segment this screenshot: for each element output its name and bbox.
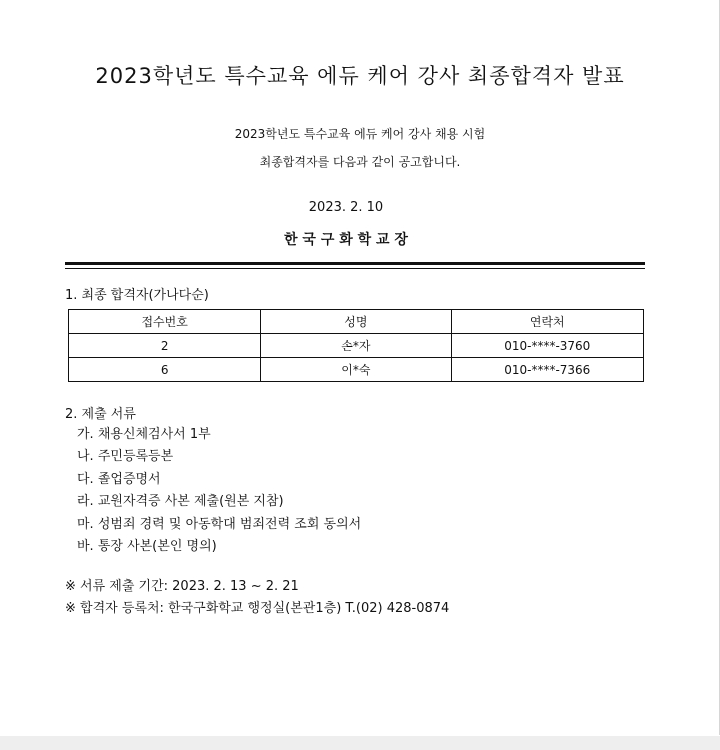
cell-contact: 010-****-7366 [451, 358, 643, 382]
column-header-contact: 연락처 [451, 310, 643, 334]
table-header-row [69, 310, 644, 334]
notes [65, 576, 449, 620]
note-registration-office: ※ 합격자 등록처: 한국구화학교 행정실(본관1층) T.(02) 428-0874 [65, 601, 450, 616]
table-row [69, 358, 644, 382]
cell-number: 2 [69, 334, 261, 358]
bottom-strip [0, 736, 720, 750]
table-row [69, 334, 644, 358]
list-item: 다. 졸업증명서 [77, 471, 161, 487]
list-item: 바. 통장 사본(본인 명의) [77, 539, 217, 555]
list-item: 라. 교원자격증 사본 제출(원본 지참) [77, 494, 284, 510]
section-1-heading: 1. 최종 합격자(가나다순) [65, 288, 209, 303]
results-table [68, 309, 644, 382]
cell-contact: 010-****-3760 [451, 334, 643, 358]
issuer-signature: 한 국 구 화 학 교 장 [284, 232, 408, 248]
page-title: 2023학년도 특수교육 에듀 케어 강사 최종합격자 발표 [95, 64, 625, 88]
column-header-number: 접수번호 [69, 310, 261, 334]
intro-text [0, 120, 720, 176]
intro-line-1: 2023학년도 특수교육 에듀 케어 강사 채용 시험 [234, 127, 486, 141]
cell-number: 6 [69, 358, 261, 382]
announcement-date: 2023. 2. 10 [308, 200, 384, 215]
cell-name: 이*숙 [261, 358, 451, 382]
divider-thick [65, 262, 645, 265]
intro-line-2: 최종합격자를 다음과 같이 공고합니다. [259, 155, 461, 169]
column-header-name: 성명 [261, 310, 451, 334]
list-item: 가. 채용신체검사서 1부 [77, 427, 211, 442]
divider-thin [65, 268, 645, 269]
cell-name: 손*자 [261, 334, 451, 358]
required-documents-list [77, 424, 361, 558]
list-item: 마. 성범죄 경력 및 아동학대 범죄전력 조회 동의서 [77, 516, 362, 532]
note-submission-period: ※ 서류 제출 기간: 2023. 2. 13 ~ 2. 21 [65, 579, 299, 594]
list-item: 나. 주민등록등본 [77, 449, 174, 465]
section-2-heading: 2. 제출 서류 [65, 407, 136, 422]
